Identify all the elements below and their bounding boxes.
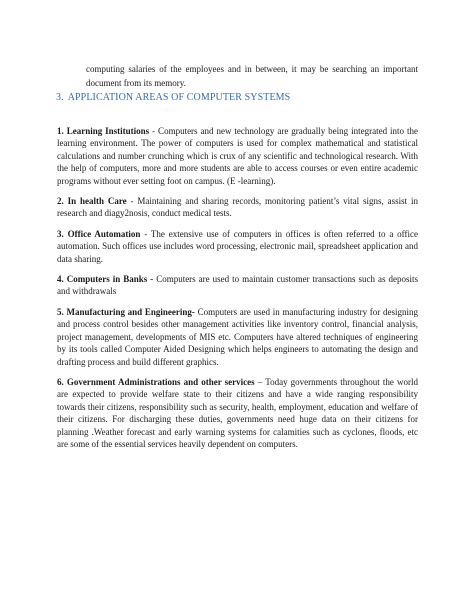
section-title: APPLICATION AREAS OF COMPUTER SYSTEMS	[67, 92, 291, 103]
paragraph-banks	[57, 273, 418, 298]
section-heading	[56, 92, 294, 103]
paragraph-label: 2. In health Care	[57, 196, 127, 207]
paragraph-health	[57, 195, 418, 220]
paragraph-manufacturing	[57, 306, 418, 368]
paragraph-text: - The extensive use of computers in offices is often referred to a office automation. Such offices use includes word processing, electronic mail, spreadsheet application and data sharing.	[57, 228, 419, 264]
paragraph-label: 5. Manufacturing and Engineering-	[57, 306, 195, 317]
paragraph-text: Computers are used in manufacturing industry for designing and process control besides other management activities like inventory control, financial analysis, project management, developments of MIS etc. Computers have altered techniques of engineering by its tools called Computer Aided Designing which helps engineers to automating the design and drafting process and build different graphics.	[57, 306, 418, 367]
paragraph-text: - Computers and new technology are gradually being integrated into the learning environment. The power of computers is used for complex mathematical and statistical calculations and number crunching which is crux of any scientific and technological research. With the help of computers, more and more students are able to access courses or even entire academic programs without ever setting foot on campus. (E -learning).	[57, 126, 418, 186]
intro-paragraph: computing salaries of the employees and in between, it may be searching an important document from its memory.	[86, 64, 418, 88]
paragraph-office	[57, 228, 418, 265]
section-body	[57, 125, 418, 458]
paragraph-government	[57, 376, 418, 450]
paragraph-label: 6. Government Administrations and other services	[57, 376, 255, 387]
paragraph-text: – Today governments throughout the world are expected to provide welfare state to their citizens and have a wide ranging responsibility towards their citizens, responsibility such as security, health, employment, education and welfare of their citizens. For discharging these duties, governments need huge data on their citizens for planning .Weather forecast and early warning systems for calamities such as cyclones, floods, etc are some of the essential services heavily dependent on computers.	[57, 376, 418, 449]
paragraph-learning	[57, 125, 418, 187]
paragraph-label: 4. Computers in Banks -	[57, 274, 154, 285]
paragraph-text: - Maintaining and sharing records, monitoring patient’s vital signs, assist in research and diagy2nosis, conduct medical tests.	[57, 196, 418, 219]
paragraph-label: 3. Office Automation	[57, 228, 141, 239]
paragraph-label: 1. Learning Institutions	[57, 126, 150, 136]
section-number: 3.	[56, 92, 64, 103]
paragraph-text: Computers are used to maintain customer transactions such as deposits and withdrawals	[57, 274, 418, 297]
